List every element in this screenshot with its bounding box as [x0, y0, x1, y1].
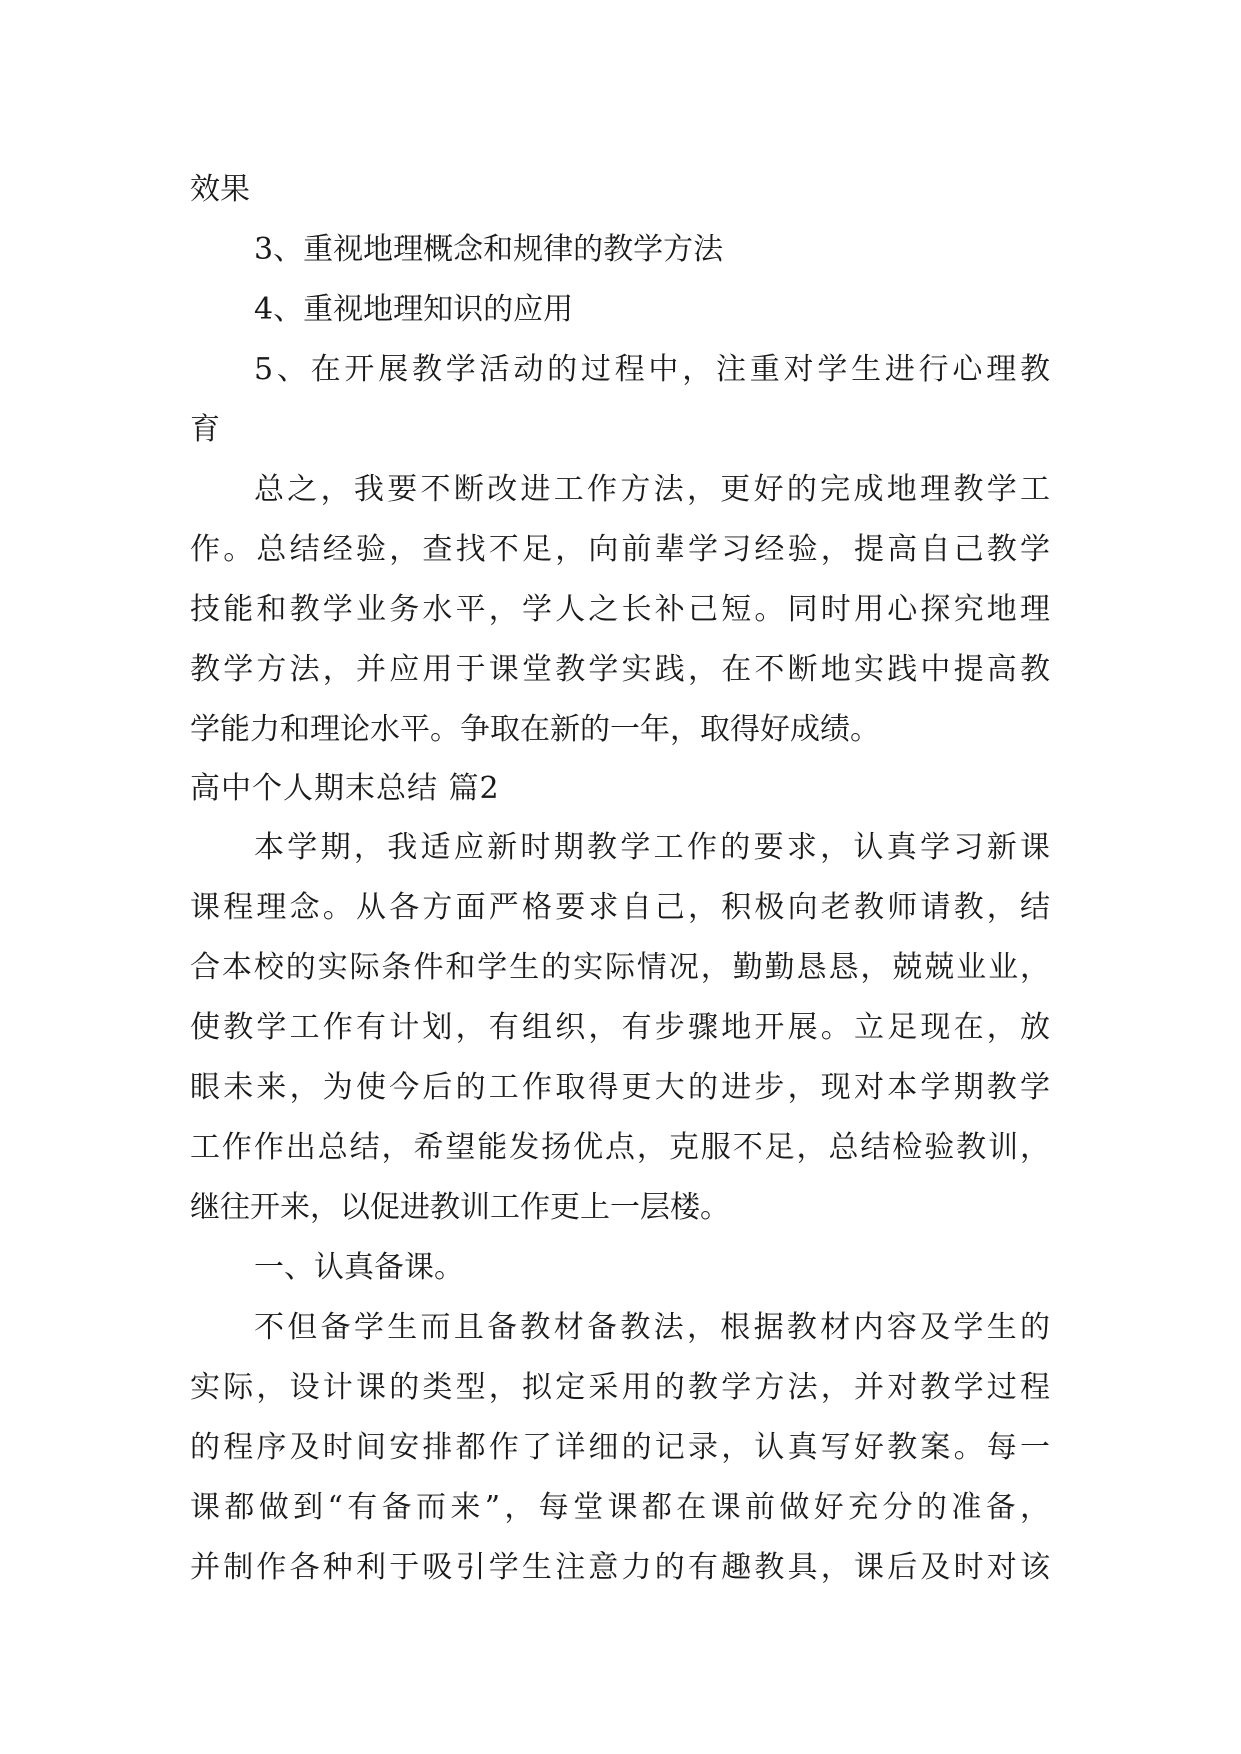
section-heading: 高中个人期末总结 篇2	[190, 771, 500, 806]
paragraph-line: 不但备学生而且备教材备教法，根据教材内容及学生的	[254, 1310, 1050, 1345]
paragraph-line: 眼未来，为使今后的工作取得更大的进步，现对本学期教学	[190, 1070, 1050, 1105]
paragraph-line: 继往开来，以促进教训工作更上一层楼。	[190, 1190, 730, 1225]
paragraph-line: 本学期，我适应新时期教学工作的要求，认真学习新课	[254, 830, 1050, 865]
text-line: 效果	[190, 172, 250, 207]
paragraph-line: 学能力和理论水平。争取在新的一年，取得好成绩。	[190, 712, 880, 747]
paragraph-line: 技能和教学业务水平，学人之长补己短。同时用心探究地理	[190, 592, 1050, 627]
paragraph-line: 总之，我要不断改进工作方法，更好的完成地理教学工	[254, 472, 1050, 507]
paragraph-line: 使教学工作有计划，有组织，有步骤地开展。立足现在，放	[190, 1010, 1050, 1045]
list-item: 3、重视地理概念和规律的教学方法	[254, 232, 724, 267]
paragraph-line: 的程序及时间安排都作了详细的记录，认真写好教案。每一	[190, 1430, 1050, 1465]
paragraph-line: 课都做到“有备而来”，每堂课都在课前做好充分的准备，	[190, 1490, 1050, 1525]
paragraph-line: 教学方法，并应用于课堂教学实践，在不断地实践中提高教	[190, 652, 1050, 687]
paragraph-line: 并制作各种利于吸引学生注意力的有趣教具，课后及时对该	[190, 1550, 1050, 1585]
paragraph-line: 工作作出总结，希望能发扬优点，克服不足，总结检验教训，	[190, 1130, 1050, 1165]
document-page	[190, 160, 1050, 1598]
list-item: 5、在开展教学活动的过程中，注重对学生进行心理教	[254, 352, 1050, 387]
paragraph-line: 作。总结经验，查找不足，向前辈学习经验，提高自己教学	[190, 532, 1050, 567]
paragraph-line: 课程理念。从各方面严格要求自己，积极向老教师请教，结	[190, 890, 1050, 925]
list-item: 4、重视地理知识的应用	[254, 292, 574, 327]
paragraph-line: 合本校的实际条件和学生的实际情况，勤勤恳恳，兢兢业业，	[190, 950, 1050, 985]
paragraph-line: 实际，设计课的类型，拟定采用的教学方法，并对教学过程	[190, 1370, 1050, 1405]
subsection-heading: 一、认真备课。	[254, 1250, 464, 1285]
text-line: 育	[190, 412, 220, 447]
